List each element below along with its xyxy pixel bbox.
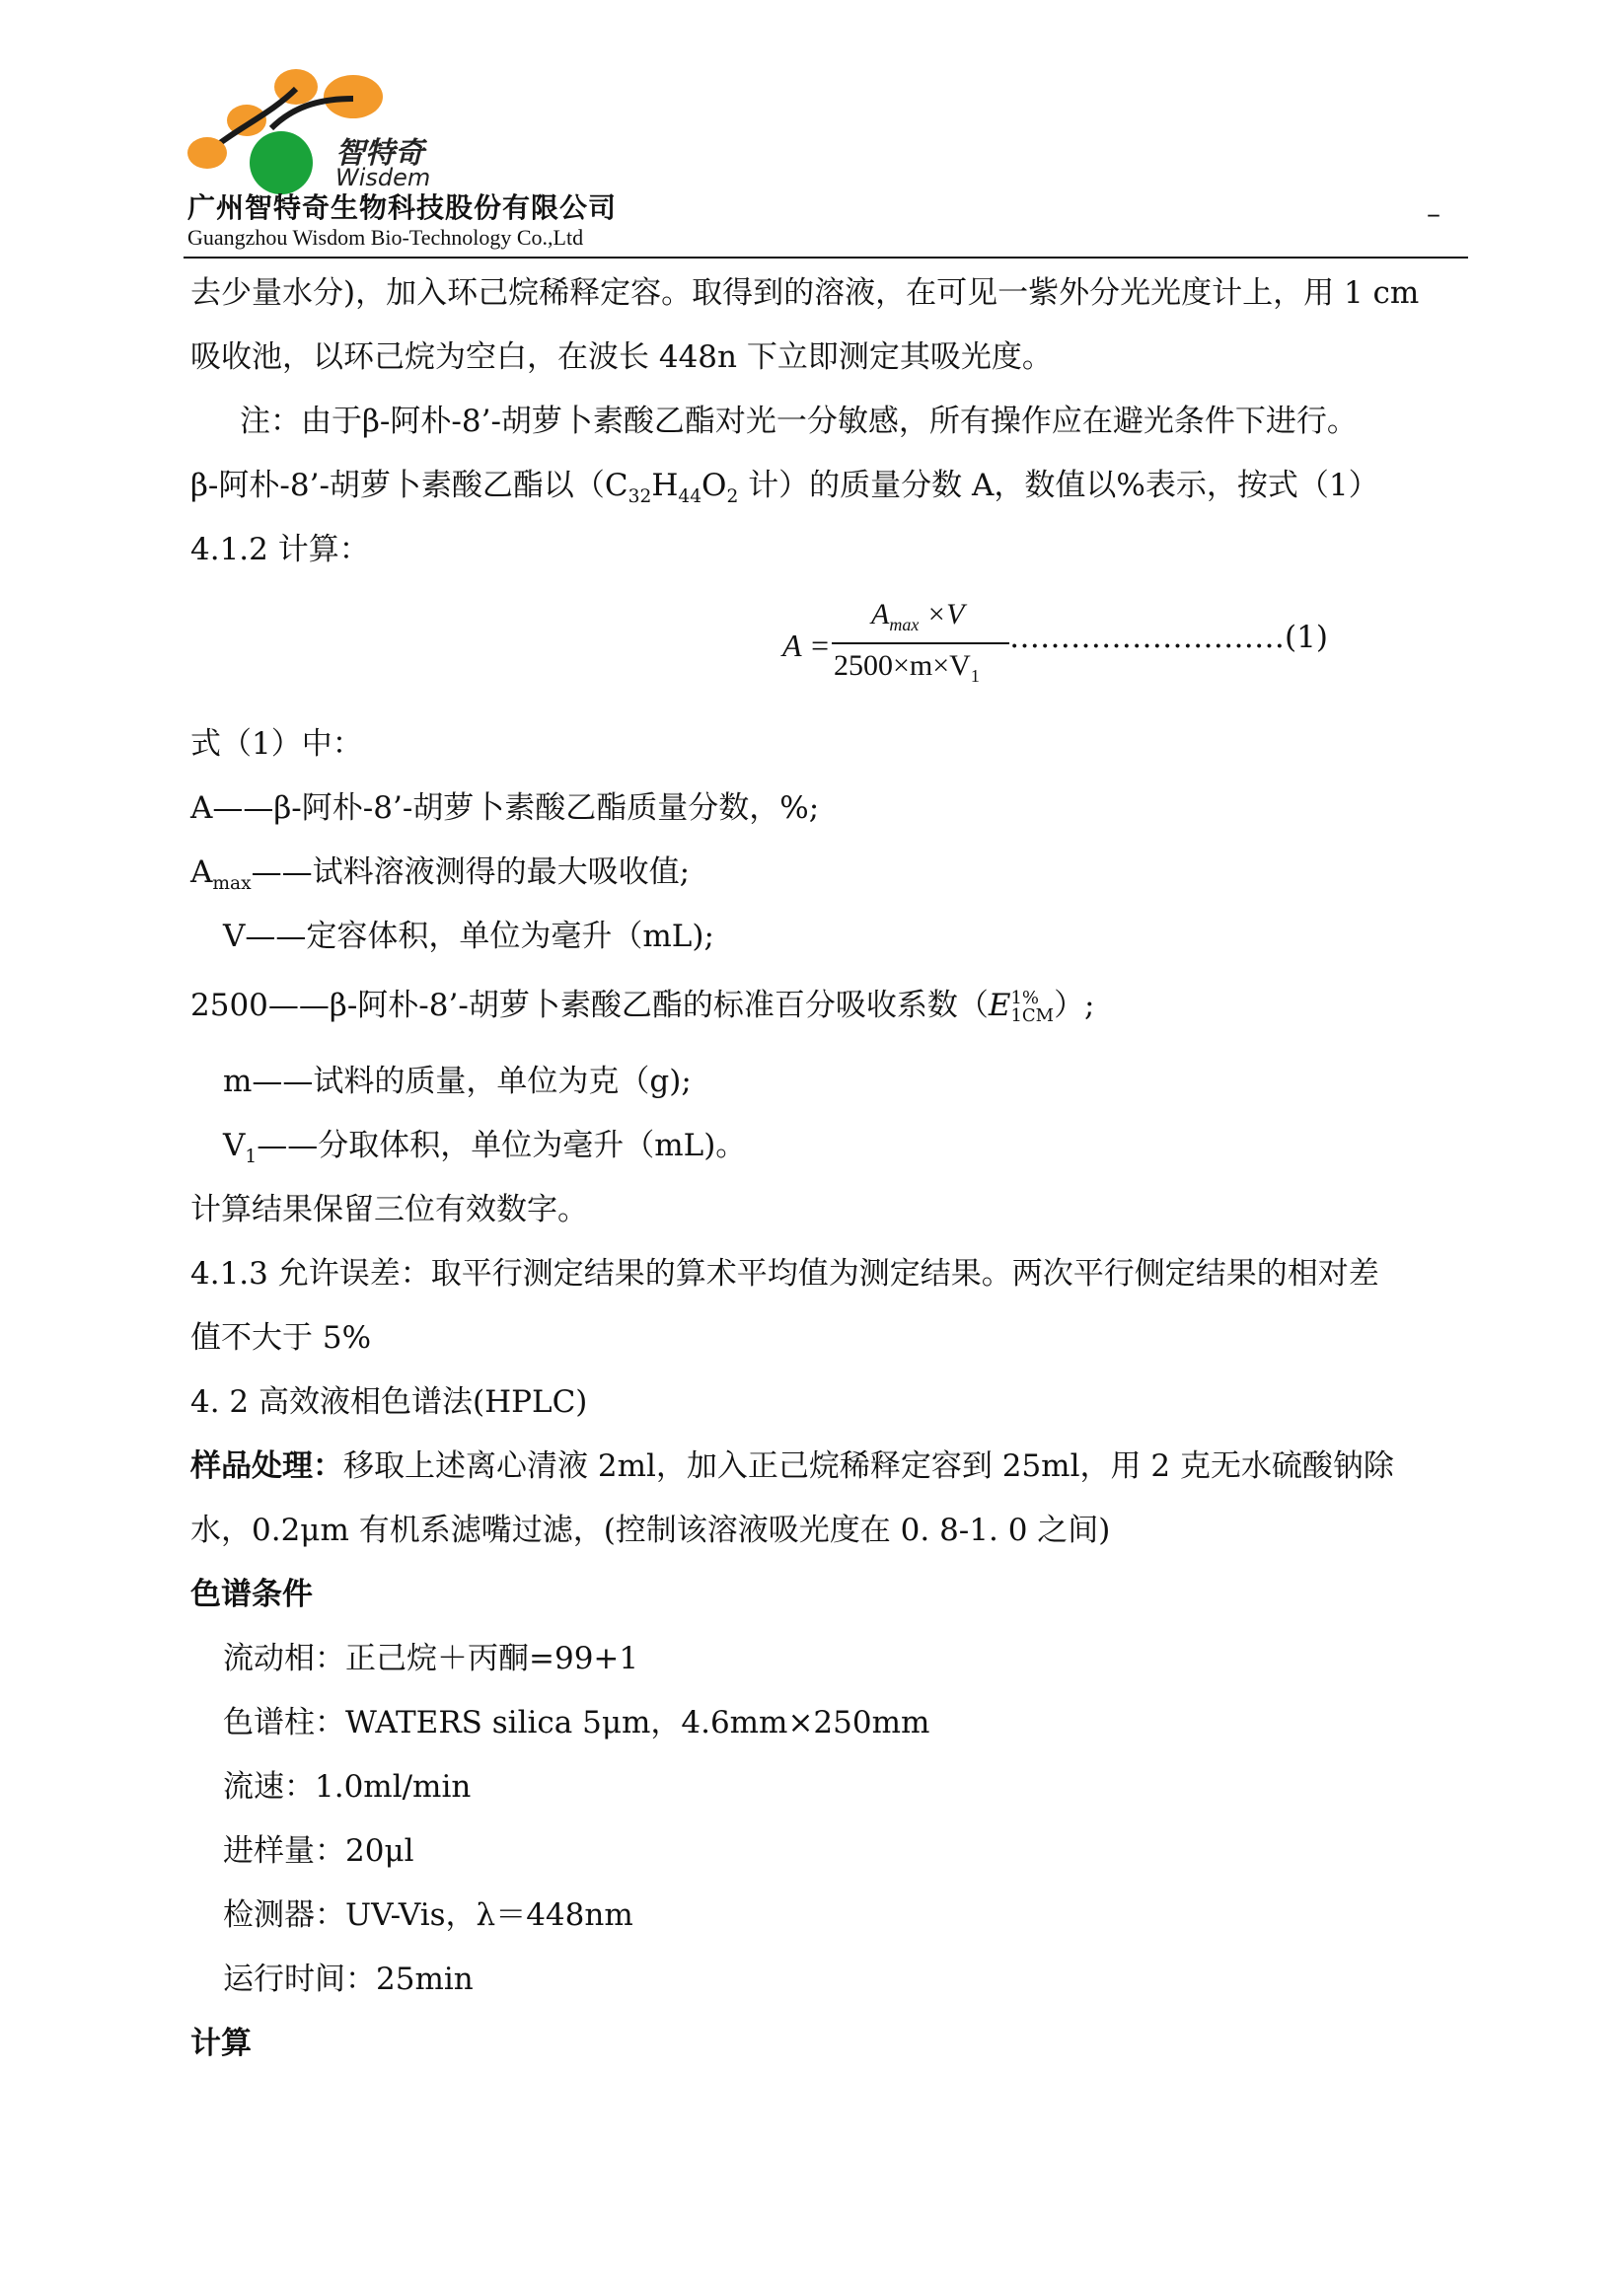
logo-text-en: Wisdem: [335, 164, 431, 191]
formula-numerator: $A_{max} \times V$: [871, 598, 965, 634]
definition-line: m——试料的质量，单位为克（g);: [223, 1064, 692, 1099]
paragraph-line: 样品处理：移取上述离心清液 2ml，加入正己烷稀释定容到 25ml，用 2 克无水硫酸钠除: [190, 1448, 1394, 1484]
paragraph-line: 计算结果保留三位有效数字。: [190, 1192, 588, 1227]
condition-line: 进样量：20μl: [223, 1833, 414, 1869]
condition-line: 流动相：正己烷＋丙酮=99+1: [223, 1641, 639, 1676]
section-heading-4-1-3: 4.1.3 允许误差：取平行测定结果的算术平均值为测定结果。两次平行侧定结果的相对差: [190, 1256, 1379, 1292]
header-dash: –: [1427, 197, 1440, 230]
condition-line: 检测器：UV-Vis，λ＝448nm: [223, 1897, 633, 1933]
company-logo: [187, 59, 444, 207]
fraction-bar: [832, 642, 1009, 644]
condition-line: 运行时间：25min: [223, 1962, 474, 1997]
company-name-cn: 广州智特奇生物科技股份有限公司: [187, 191, 618, 224]
paragraph-line: 去少量水分)，加入环己烷稀释定容。取得到的溶液，在可见一紫外分光光度计上，用 1 cm: [190, 275, 1420, 311]
header-rule: [184, 257, 1468, 259]
definition-line: 2500——β-阿朴-8’-胡萝卜素酸乙酯的标准百分吸收系数（E 1% 1CM ）;: [190, 987, 1095, 1026]
logo-text-cn: 智特奇: [335, 136, 424, 171]
subheading-chromatography: 色谱条件: [190, 1577, 313, 1612]
company-name-en: Guangzhou Wisdom Bio-Technology Co.,Ltd: [187, 225, 584, 250]
paragraph-line: 值不大于 5%: [190, 1320, 372, 1356]
paragraph-line: 水，0.2μm 有机系滤嘴过滤，(控制该溶液吸光度在 0. 8-1. 0 之间): [190, 1513, 1111, 1548]
paragraph-line: β-阿朴-8’-胡萝卜素酸乙酯以（$C_{32}H_{44}O_2$ 计）的质量分数 A，数值以%表示，按式（1）: [190, 468, 1379, 508]
formula-lhs: A =: [782, 628, 831, 663]
note-line: 注：由于β-阿朴-8’-胡萝卜素酸乙酯对光一分敏感，所有操作应在避光条件下进行。: [240, 404, 1358, 439]
condition-line: 流速：1.0ml/min: [223, 1769, 472, 1805]
condition-line: 色谱柱：WATERS silica 5μm，4.6mm×250mm: [223, 1705, 930, 1741]
definition-line: V——定容体积，单位为毫升（mL);: [223, 919, 714, 954]
definition-line: $V_1——$分取体积，单位为毫升（mL)。: [223, 1128, 747, 1168]
subheading-calculation: 计算: [190, 2026, 252, 2061]
page-header: [187, 49, 1470, 261]
paragraph-line: 式（1）中：: [190, 726, 363, 762]
paragraph-line: 吸收池，以环己烷为空白，在波长 448n 下立即测定其吸光度。: [190, 339, 1053, 375]
section-heading-4-2: 4. 2 高效液相色谱法(HPLC): [190, 1384, 588, 1420]
section-heading-4-1-2: 4.1.2 计算：: [190, 532, 370, 567]
formula-denominator: $2500\times m\times V_1$: [834, 649, 980, 686]
formula: [782, 598, 1009, 697]
formula-number: ………………………(1): [1009, 620, 1328, 655]
definition-line: $A_{max}——$试料溶液测得的最大吸收值;: [190, 854, 691, 895]
definition-line: A——β-阿朴-8’-胡萝卜素酸乙酯质量分数，%;: [190, 790, 820, 826]
